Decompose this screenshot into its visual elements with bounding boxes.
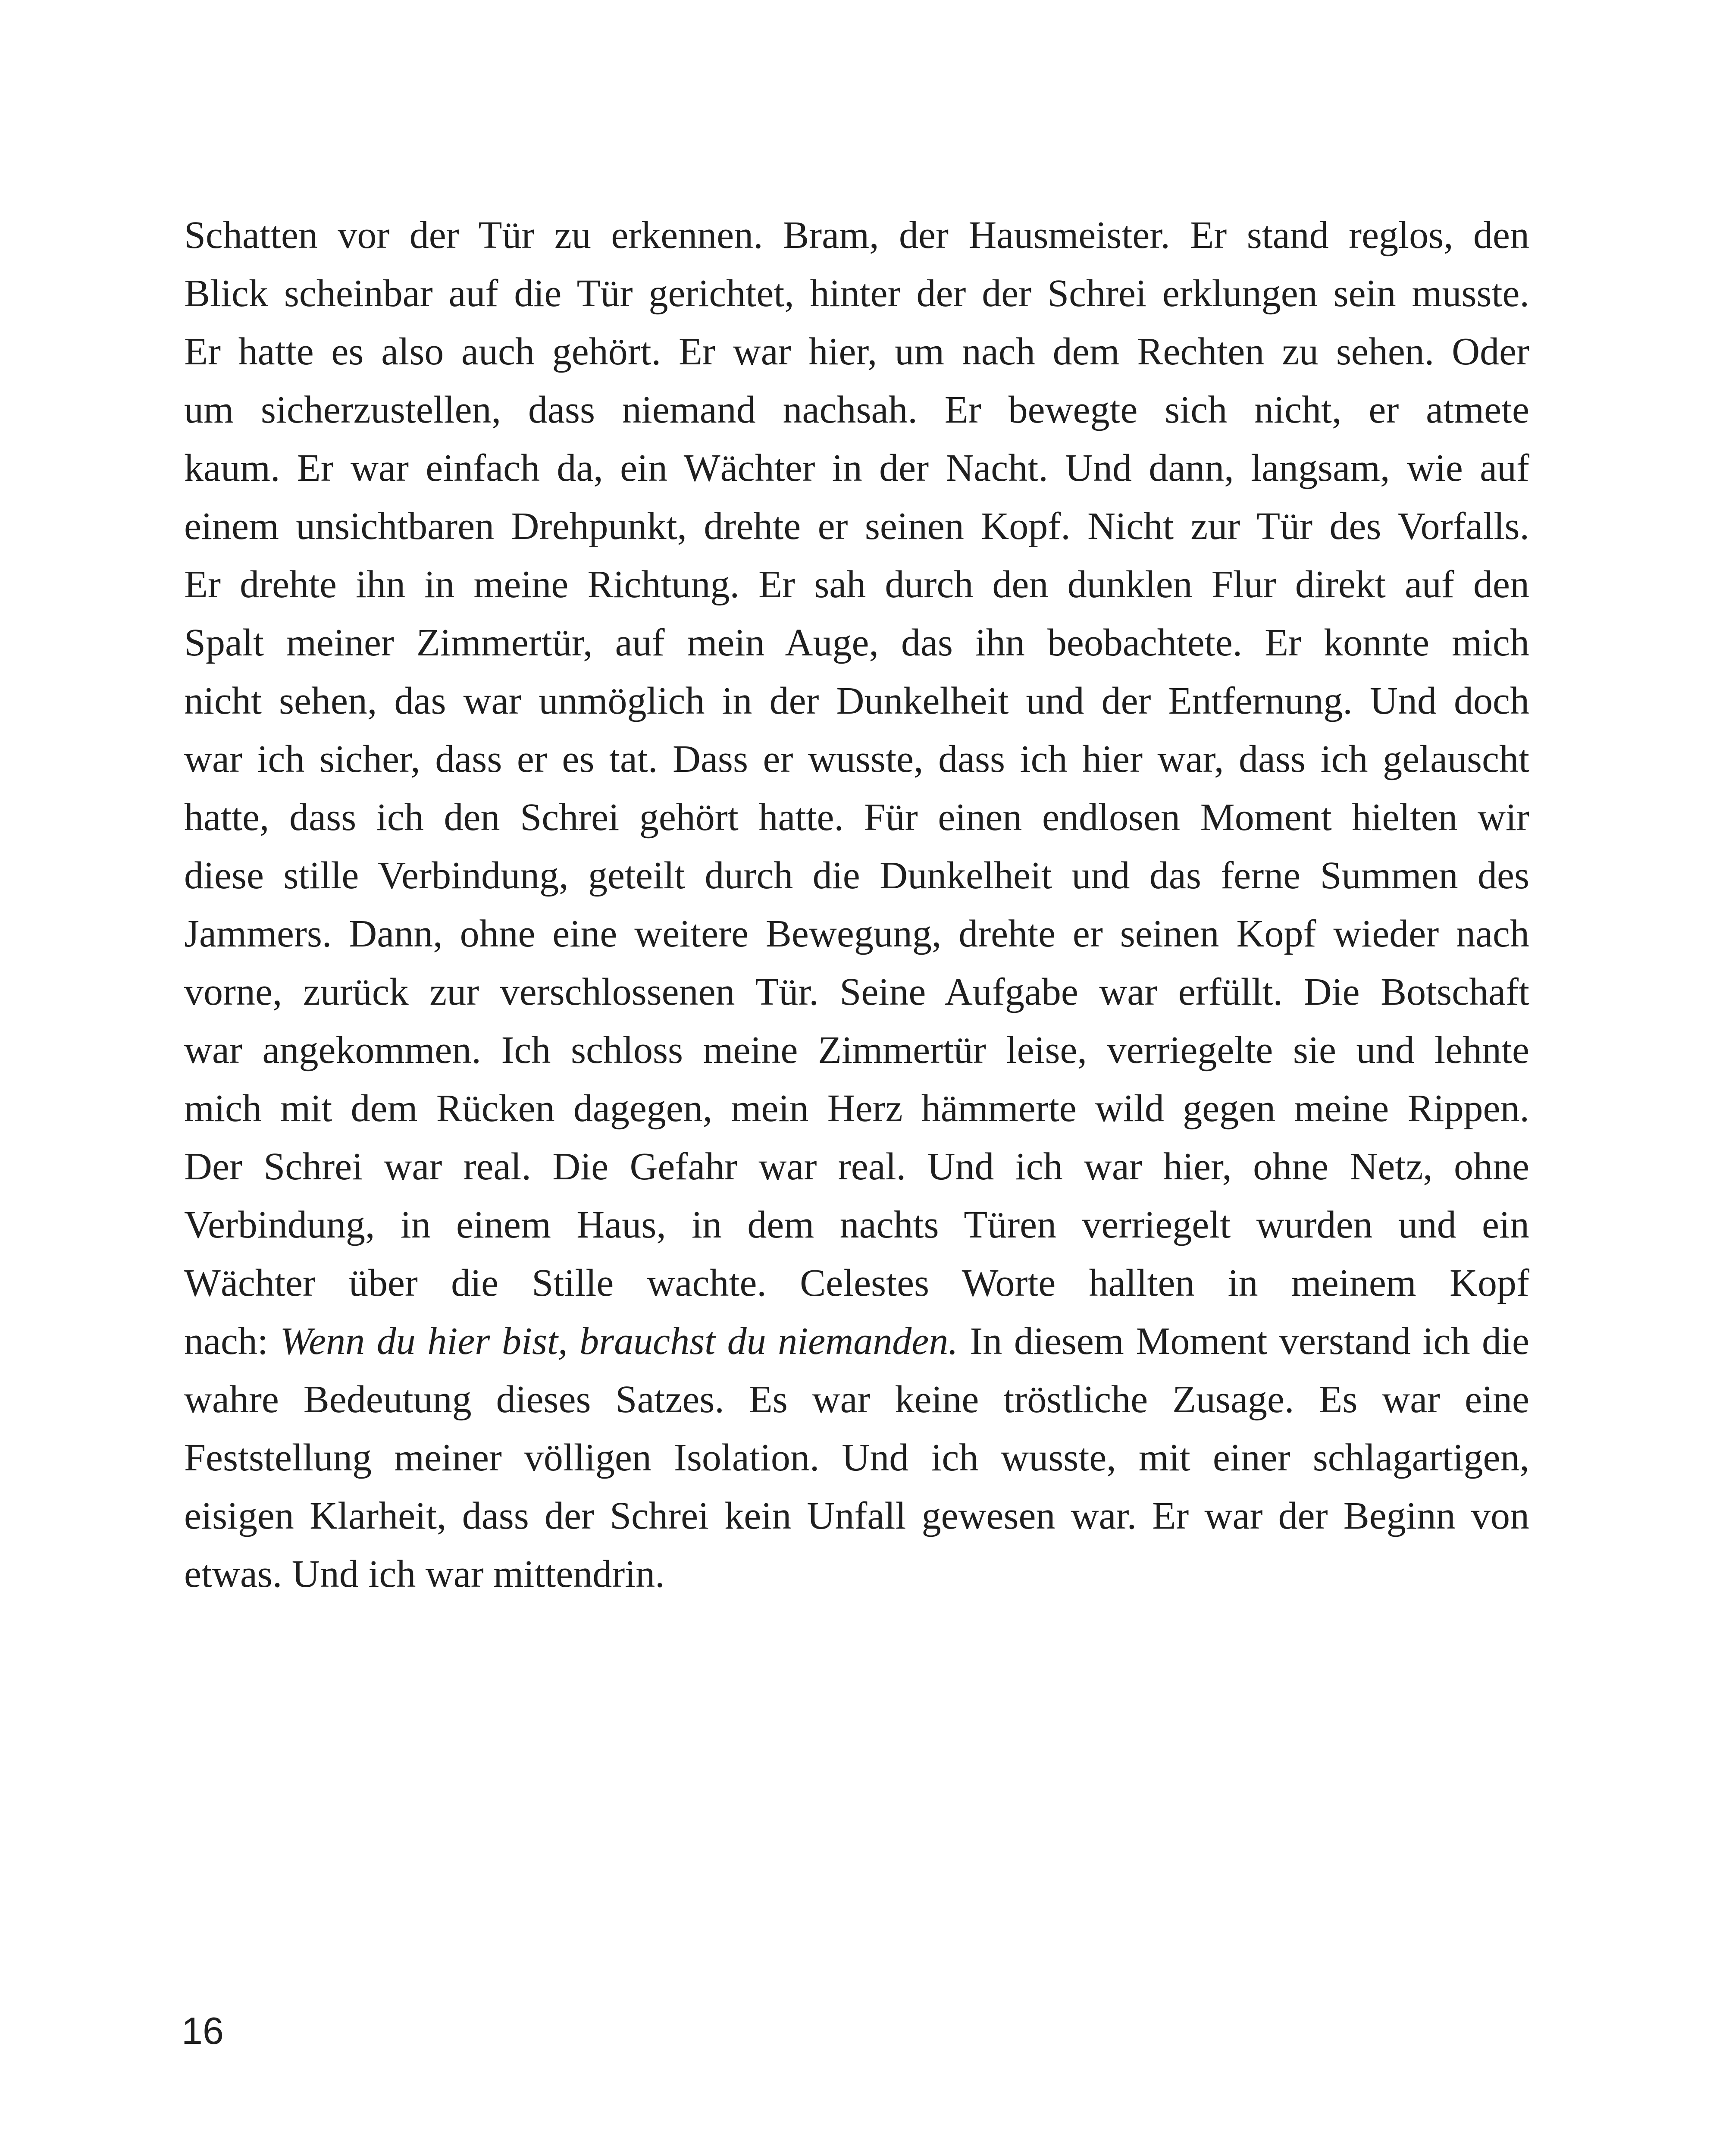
body-text	[184, 206, 1529, 1603]
text-line: um sicherzustellen, dass niemand nachsah. Er bewegte sich nicht, er atmete	[184, 389, 1529, 431]
last-text-line: etwas. Und ich war mittendrin.	[184, 1553, 665, 1595]
text-line: hatte, dass ich den Schrei gehört hatte. Für einen endlosen Moment hielten wir	[184, 796, 1529, 839]
text-line: Schatten vor der Tür zu erkennen. Bram, der Hausmeister. Er stand reglos, den	[184, 214, 1529, 257]
text-line: Spalt meiner Zimmertür, auf mein Auge, das ihn beobachtete. Er konnte mich	[184, 621, 1529, 664]
italic-quote: Wenn du hier bist, brauchst du niemanden.	[280, 1320, 958, 1363]
text-line: eisigen Klarheit, dass der Schrei kein Unfall gewesen war. Er war der Beginn von	[184, 1495, 1529, 1537]
text-line: diese stille Verbindung, geteilt durch die Dunkelheit und das ferne Summen des	[184, 854, 1529, 897]
text-line: Der Schrei war real. Die Gefahr war real. Und ich war hier, ohne Netz, ohne	[184, 1145, 1529, 1188]
text-line: Blick scheinbar auf die Tür gerichtet, hinter der der Schrei erklungen sein musste.	[184, 272, 1529, 315]
text-line: nicht sehen, das war unmöglich in der Dunkelheit und der Entfernung. Und doch	[184, 680, 1529, 722]
quote-suffix: In diesem Moment verstand ich die	[958, 1320, 1529, 1363]
quote-prefix: nach:	[184, 1320, 280, 1363]
text-line-with-quote	[184, 1312, 1529, 1370]
text-line: Er hatte es also auch gehört. Er war hier, um nach dem Rechten zu sehen. Oder	[184, 330, 1529, 373]
text-line: Jammers. Dann, ohne eine weitere Bewegung, drehte er seinen Kopf wieder nach	[184, 912, 1529, 955]
text-line: einem unsichtbaren Drehpunkt, drehte er seinen Kopf. Nicht zur Tür des Vorfalls.	[184, 505, 1529, 548]
text-line: war angekommen. Ich schloss meine Zimmertür leise, verriegelte sie und lehnte	[184, 1029, 1529, 1072]
text-line: Feststellung meiner völligen Isolation. Und ich wusste, mit einer schlagartigen,	[184, 1436, 1529, 1479]
text-line: vorne, zurück zur verschlossenen Tür. Seine Aufgabe war erfüllt. Die Botschaft	[184, 971, 1529, 1013]
page-number: 16	[182, 2009, 224, 2052]
text-line: Wächter über die Stille wachte. Celestes Worte hallten in meinem Kopf	[184, 1262, 1529, 1304]
text-line: Er drehte ihn in meine Richtung. Er sah durch den dunklen Flur direkt auf den	[184, 563, 1529, 606]
text-line: wahre Bedeutung dieses Satzes. Es war keine tröstliche Zusage. Es war eine	[184, 1378, 1529, 1421]
text-line: mich mit dem Rücken dagegen, mein Herz hämmerte wild gegen meine Rippen.	[184, 1087, 1529, 1130]
text-line: kaum. Er war einfach da, ein Wächter in der Nacht. Und dann, langsam, wie auf	[184, 447, 1529, 489]
text-line: war ich sicher, dass er es tat. Dass er wusste, dass ich hier war, dass ich gelauscht	[184, 738, 1529, 780]
text-line: Verbindung, in einem Haus, in dem nachts Türen verriegelt wurden und ein	[184, 1203, 1529, 1246]
